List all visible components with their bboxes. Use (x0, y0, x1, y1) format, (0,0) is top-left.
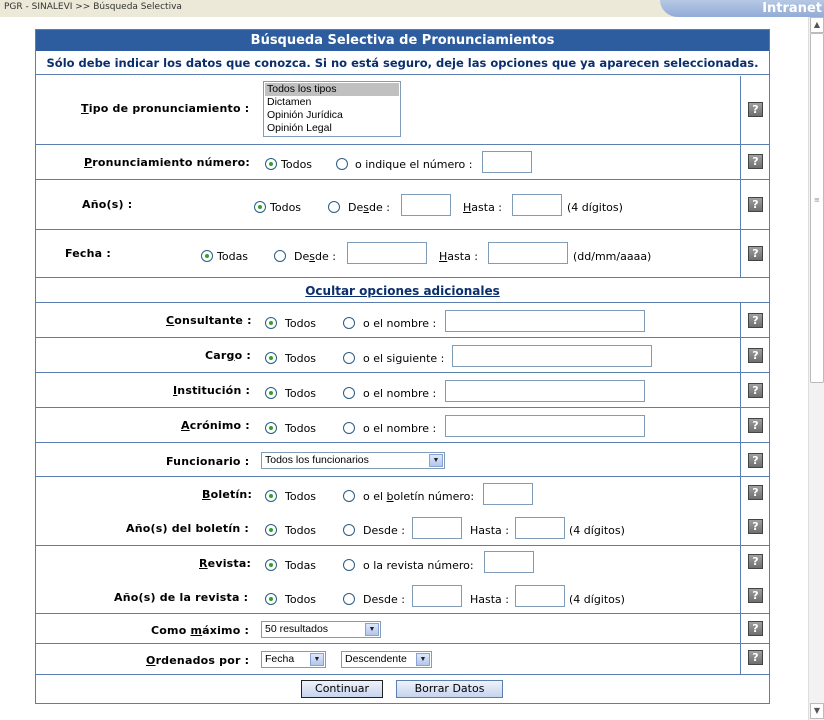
maximo-selected-value: 50 resultados (265, 623, 329, 635)
cargo-all-label: Todos (285, 352, 317, 365)
help-icon[interactable]: ? (748, 102, 763, 117)
institucion-name-radio[interactable] (343, 387, 355, 399)
boletin-all-radio[interactable] (265, 490, 277, 502)
fecha-hint: (dd/mm/aaaa) (573, 250, 652, 263)
chevron-down-icon[interactable]: ▼ (429, 454, 443, 467)
cargo-other-radio[interactable] (343, 352, 355, 364)
consultante-input[interactable] (445, 310, 645, 332)
fecha-desde-label: Desde : (294, 250, 336, 263)
anios-boletin-hasta-input[interactable] (515, 517, 565, 539)
boletin-number-input[interactable] (483, 483, 533, 505)
cargo-all-radio[interactable] (265, 352, 277, 364)
numero-input[interactable] (482, 151, 532, 173)
anios-revista-hasta-label: Hasta : (470, 593, 509, 606)
anios-all-label: Todos (270, 201, 302, 214)
consultante-label: Consultante : (166, 314, 252, 327)
help-icon[interactable]: ? (748, 588, 763, 603)
help-icon[interactable]: ? (748, 154, 763, 169)
help-icon[interactable]: ? (748, 453, 763, 468)
numero-specific-radio[interactable] (336, 158, 348, 170)
numero-all-radio[interactable] (265, 158, 277, 170)
revista-number-radio[interactable] (343, 559, 355, 571)
anios-revista-hint: (4 dígitos) (569, 593, 625, 606)
anios-revista-desde-label: Desde : (363, 593, 405, 606)
grip-icon: ≡ (814, 196, 820, 204)
anios-revista-desde-input[interactable] (412, 585, 462, 607)
chevron-down-icon[interactable]: ▼ (310, 653, 324, 666)
help-icon[interactable]: ? (748, 418, 763, 433)
anios-boletin-desde-label: Desde : (363, 524, 405, 537)
help-cell (740, 76, 769, 144)
fecha-hasta-input[interactable] (488, 242, 568, 264)
orden-label: Ordenados por : (146, 654, 250, 667)
help-cell (740, 373, 769, 407)
help-cell (740, 230, 769, 277)
acronimo-all-radio[interactable] (265, 422, 277, 434)
institucion-all-radio[interactable] (265, 387, 277, 399)
numero-label: Pronunciamiento número: (84, 156, 250, 169)
acronimo-input[interactable] (445, 415, 645, 437)
anios-range-radio[interactable] (328, 201, 340, 213)
help-cell (740, 614, 769, 643)
row-cargo (36, 338, 769, 373)
anios-boletin-range-radio[interactable] (343, 524, 355, 536)
help-cell (740, 546, 769, 613)
revista-all-radio[interactable] (265, 559, 277, 571)
row-revista-group (36, 546, 769, 614)
acronimo-name-radio[interactable] (343, 422, 355, 434)
tipo-listbox[interactable] (263, 81, 401, 137)
revista-all-label: Todas (285, 559, 317, 572)
anios-revista-range-radio[interactable] (343, 593, 355, 605)
clear-button[interactable]: Borrar Datos (396, 680, 503, 698)
cargo-input[interactable] (452, 345, 652, 367)
anios-hasta-input[interactable] (512, 194, 562, 216)
tipo-option[interactable]: Opinión Legal (267, 122, 332, 134)
help-icon[interactable]: ? (748, 348, 763, 363)
fecha-all-radio[interactable] (201, 250, 213, 262)
funcionario-label: Funcionario : (166, 455, 250, 468)
breadcrumb: PGR - SINALEVI >> Búsqueda Selectiva (4, 2, 182, 12)
boletin-number-radio[interactable] (343, 490, 355, 502)
top-bar (0, 0, 824, 17)
anios-hasta-label: Hasta : (463, 201, 503, 214)
help-icon[interactable]: ? (748, 485, 763, 500)
orden-field-value: Fecha (265, 653, 295, 665)
fecha-desde-input[interactable] (347, 242, 427, 264)
form-title: Búsqueda Selectiva de Pronunciamientos (36, 30, 769, 51)
consultante-all-label: Todos (285, 317, 317, 330)
help-icon[interactable]: ? (748, 313, 763, 328)
acronimo-all-label: Todos (285, 422, 317, 435)
help-icon[interactable]: ? (748, 519, 763, 534)
revista-label: Revista: (199, 557, 252, 570)
help-icon[interactable]: ? (748, 383, 763, 398)
row-consultante (36, 303, 769, 338)
row-anios (36, 180, 769, 230)
fecha-range-radio[interactable] (274, 250, 286, 262)
tipo-option[interactable]: Todos los tipos (265, 83, 399, 96)
institucion-label: Institución : (173, 384, 251, 397)
orden-field-select[interactable] (261, 651, 326, 668)
row-acronimo (36, 408, 769, 443)
anios-boletin-desde-input[interactable] (412, 517, 462, 539)
chevron-down-icon[interactable]: ▼ (365, 623, 379, 636)
fecha-hasta-label: Hasta : (439, 250, 479, 263)
row-numero (36, 145, 769, 180)
scroll-up-arrow-icon[interactable]: ▲ (810, 17, 824, 33)
help-cell (740, 443, 769, 476)
search-form (35, 29, 770, 704)
fecha-all-label: Todas (217, 250, 249, 263)
institucion-name-label: o el nombre : (363, 387, 437, 400)
tipo-label: Tipo de pronunciamiento : (81, 102, 250, 115)
intranet-label: Intranet (762, 1, 822, 16)
anios-all-radio[interactable] (254, 201, 266, 213)
continue-button[interactable]: Continuar (301, 680, 383, 698)
anios-revista-all-label: Todos (285, 593, 317, 606)
orden-direction-value: Descendente (345, 653, 407, 665)
consultante-name-label: o el nombre : (363, 317, 437, 330)
intranet-tab (660, 0, 824, 17)
row-boletin-group (36, 477, 769, 546)
vertical-scrollbar[interactable] (808, 17, 824, 720)
scrollbar-thumb[interactable] (810, 33, 824, 383)
acronimo-name-label: o el nombre : (363, 422, 437, 435)
hide-options-link[interactable]: Ocultar opciones adicionales (305, 284, 500, 298)
help-cell (740, 145, 769, 179)
numero-specific-label: o indique el número : (355, 158, 473, 171)
tipo-option[interactable]: Dictamen (267, 96, 312, 108)
anios-boletin-hasta-label: Hasta : (470, 524, 509, 537)
anios-revista-hasta-input[interactable] (515, 585, 565, 607)
help-icon[interactable]: ? (748, 621, 763, 636)
anios-boletin-all-radio[interactable] (265, 524, 277, 536)
tipo-option[interactable]: Opinión Jurídica (267, 109, 343, 121)
row-tipo (36, 76, 769, 145)
anios-revista-all-radio[interactable] (265, 593, 277, 605)
help-icon[interactable]: ? (748, 246, 763, 261)
maximo-select[interactable] (261, 621, 381, 638)
revista-number-input[interactable] (484, 551, 534, 573)
help-icon[interactable]: ? (748, 650, 763, 665)
help-cell (740, 644, 769, 674)
boletin-number-label: o el boletín número: (363, 490, 475, 503)
anios-boletin-all-label: Todos (285, 524, 317, 537)
maximo-label: Como máximo : (151, 624, 250, 637)
acronimo-label: Acrónimo : (181, 419, 250, 432)
anios-boletin-hint: (4 dígitos) (569, 524, 625, 537)
row-funcionario (36, 443, 769, 477)
help-cell (740, 303, 769, 337)
cargo-label: Cargo : (205, 349, 251, 362)
funcionario-select[interactable] (261, 452, 445, 469)
help-cell (740, 477, 769, 545)
anios-revista-label: Año(s) de la revista : (114, 591, 249, 604)
fecha-label: Fecha : (65, 247, 111, 260)
anios-desde-label: Desde : (348, 201, 390, 214)
row-maximo (36, 614, 769, 644)
anios-label: Año(s) : (82, 198, 133, 211)
boletin-label: Boletín: (202, 488, 253, 501)
help-cell (740, 408, 769, 442)
row-fecha (36, 230, 769, 278)
consultante-all-radio[interactable] (265, 317, 277, 329)
help-icon[interactable]: ? (748, 554, 763, 569)
anios-boletin-label: Año(s) del boletín : (126, 522, 250, 535)
scroll-down-arrow-icon[interactable]: ▼ (810, 703, 824, 719)
form-instructions: Sólo debe indicar los datos que conozca. Si no está seguro, deje las opciones que ya aparecen seleccionadas. (36, 51, 769, 75)
anios-hint: (4 dígitos) (567, 201, 623, 214)
row-toggle (36, 278, 769, 303)
numero-all-label: Todos (281, 158, 313, 171)
help-cell (740, 180, 769, 229)
anios-desde-input[interactable] (401, 194, 451, 216)
orden-direction-select[interactable] (341, 651, 432, 668)
boletin-all-label: Todos (285, 490, 317, 503)
revista-number-label: o la revista número: (363, 559, 474, 572)
row-institucion (36, 373, 769, 408)
row-orden (36, 644, 769, 675)
cargo-other-label: o el siguiente : (363, 352, 445, 365)
funcionario-selected-value: Todos los funcionarios (265, 454, 369, 466)
institucion-input[interactable] (445, 380, 645, 402)
help-icon[interactable]: ? (748, 197, 763, 212)
help-cell (740, 338, 769, 372)
institucion-all-label: Todos (285, 387, 317, 400)
consultante-name-radio[interactable] (343, 317, 355, 329)
chevron-down-icon[interactable]: ▼ (416, 653, 430, 666)
